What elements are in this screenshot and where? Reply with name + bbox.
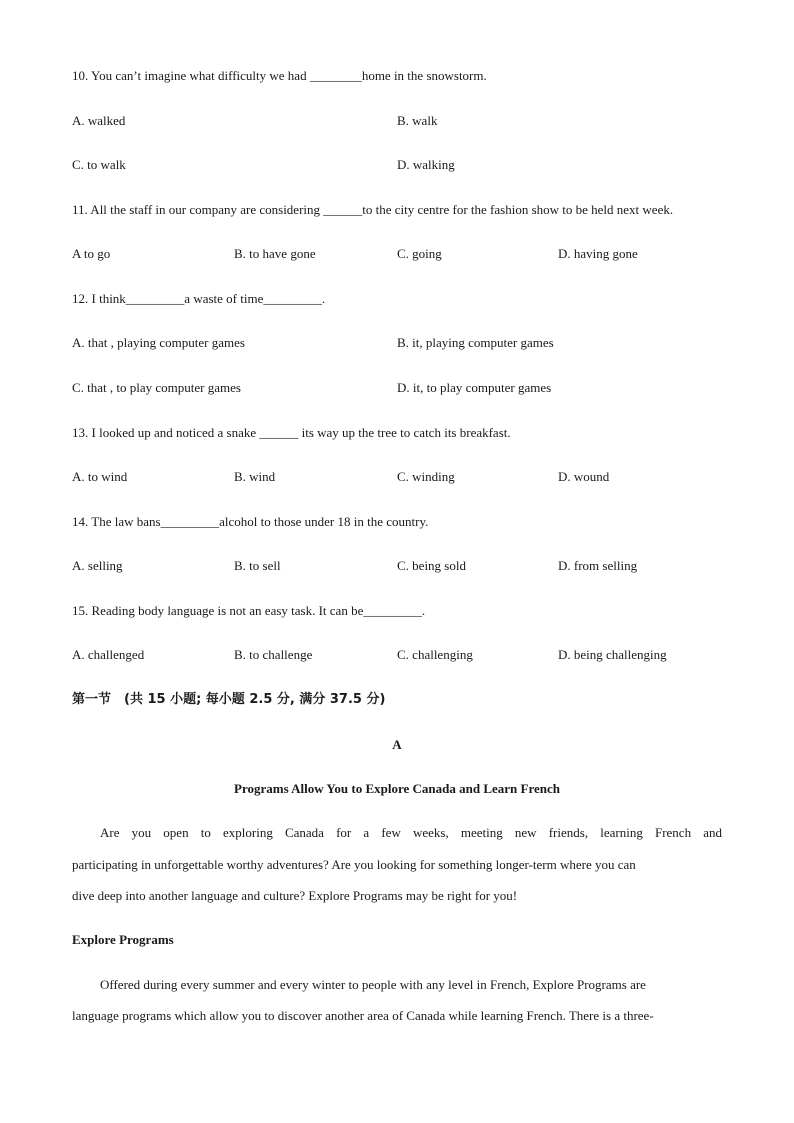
question-14-stem: 14. The law bans_________alcohol to those under 18 in the country. — [72, 514, 429, 529]
part-letter: A — [392, 737, 402, 752]
article-title: Programs Allow You to Explore Canada and Learn French — [234, 781, 560, 796]
question-14-option-d: D. from selling — [558, 558, 638, 573]
question-14-option-b: B. to sell — [234, 558, 281, 573]
question-13-stem: 13. I looked up and noticed a snake ______ its way up the tree to catch its breakfast. — [72, 425, 511, 440]
question-10-option-c: C. to walk — [72, 157, 126, 172]
question-11-option-b: B. to have gone — [234, 246, 316, 261]
question-12-option-b: B. it, playing computer games — [397, 335, 554, 350]
question-12-option-a: A. that , playing computer games — [72, 335, 245, 350]
question-14-option-c: C. being sold — [397, 558, 466, 573]
question-13-option-d: D. wound — [558, 469, 610, 484]
question-14-option-a: A. selling — [72, 558, 123, 573]
question-12-stem: 12. I think_________a waste of time_________. — [72, 291, 326, 306]
paragraph-1-line-2: participating in unforgettable worthy adventures? Are you looking for something longer-term where you can — [72, 857, 636, 872]
question-11-option-a: A to go — [72, 246, 111, 261]
question-15-option-b: B. to challenge — [234, 647, 313, 662]
paragraph-1-line-3: dive deep into another language and culture? Explore Programs may be right for you! — [72, 888, 518, 903]
question-15-option-c: C. challenging — [397, 647, 473, 662]
question-10-stem: 10. You can’t imagine what difficulty we had ________home in the snowstorm. — [72, 68, 487, 83]
paragraph-1-line-1: Are you open to exploring Canada for a few weeks, meeting new friends, learning French and — [100, 825, 722, 840]
question-13-option-b: B. wind — [234, 469, 276, 484]
question-11-option-c: C. going — [397, 246, 442, 261]
question-15-option-d: D. being challenging — [558, 647, 667, 662]
question-11-option-d: D. having gone — [558, 246, 638, 261]
explore-programs-subheading: Explore Programs — [72, 932, 174, 947]
question-10-option-b: B. walk — [397, 113, 438, 128]
question-10-option-d: D. walking — [397, 157, 455, 172]
question-11-stem: 11. All the staff in our company are considering ______to the city centre for the fashion show to be held next week. — [72, 202, 674, 217]
question-10-option-a: A. walked — [72, 113, 126, 128]
question-13-option-c: C. winding — [397, 469, 455, 484]
paragraph-2-line-1: Offered during every summer and every winter to people with any level in French, Explore Programs are — [100, 977, 646, 992]
question-13-option-a: A. to wind — [72, 469, 128, 484]
paragraph-2-line-2: language programs which allow you to discover another area of Canada while learning French. There is a three- — [72, 1008, 654, 1023]
question-15-stem: 15. Reading body language is not an easy task. It can be_________. — [72, 603, 426, 618]
section-heading: 第一节 (共 15 小题; 每小题 2.5 分, 满分 37.5 分) — [72, 692, 386, 707]
question-15-option-a: A. challenged — [72, 647, 145, 662]
question-12-option-c: C. that , to play computer games — [72, 380, 241, 395]
question-12-option-d: D. it, to play computer games — [397, 380, 552, 395]
